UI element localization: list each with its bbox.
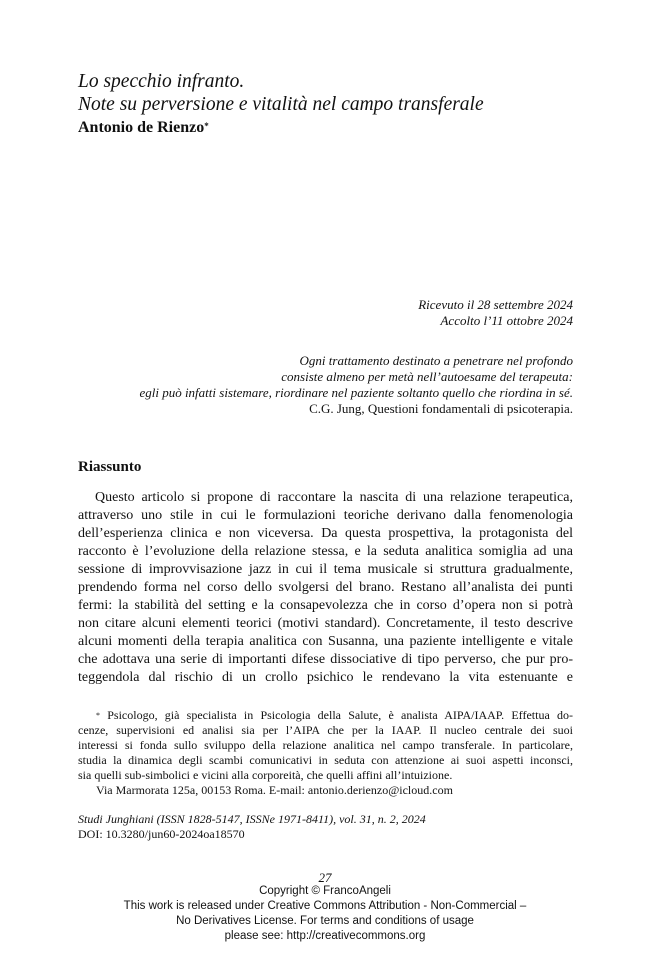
title-block <box>78 70 598 138</box>
abstract-line: alcuni momenti della terapia analitica con Susanna, una paziente intelligente e vitale <box>78 634 573 649</box>
received-date: Ricevuto il 28 settembre 2024 <box>418 297 573 312</box>
license-notice <box>0 884 650 944</box>
abstract-line: fermi: la stabilità del setting e la consapevolezza che in corso d’opera non si potrà <box>78 598 573 613</box>
abstract-line: Questo articolo si propone di raccontare la nascita di una relazione terapeutica, <box>95 490 573 505</box>
author-name-text: Antonio de Rienzo <box>78 119 205 136</box>
abstract-body <box>78 489 573 687</box>
epigraph-line: consiste almeno per metà nell’autoesame del terapeuta: <box>281 369 573 384</box>
license-line: No Derivatives License. For terms and conditions of usage <box>176 915 474 927</box>
epigraph <box>139 353 573 417</box>
abstract-line: non citare alcuni elementi teorici (motivi standard). Concretamente, il testo descrive <box>78 616 573 631</box>
footnote-line: sia quelli sub-simbolici e vicini alla corporeità, che quelli affini all’intuizione. <box>78 768 453 782</box>
author-name <box>78 118 598 138</box>
page-number: 27 <box>318 870 332 885</box>
journal-info <box>78 812 426 842</box>
footnote-line: cenze, supervisioni ed analisi sia per l’AIPA che per la IAAP. Il nucleo centrale dei suoi <box>78 723 573 737</box>
footnote-line: studia la dinamica degli scambi comunicativi in seduta con attenzione ai suoi aspetti inconsci, <box>78 753 573 767</box>
abstract-heading: Riassunto <box>78 459 142 475</box>
footnote-line <box>78 708 573 723</box>
abstract-line: racconto è l’evoluzione della relazione stessa, e la seduta analitica somiglia ad una <box>78 544 573 559</box>
license-link-line: please see: http://creativecommons.org <box>224 930 426 942</box>
license-line: This work is released under Creative Commons Attribution - Non-Commercial – <box>123 900 527 912</box>
abstract-line: dell’esperienza clinica e non viceversa. Da questa prospettiva, la protagonista del <box>78 526 573 541</box>
accepted-date: Accolto l’11 ottobre 2024 <box>440 313 573 328</box>
copyright-line: Copyright © FrancoAngeli <box>259 885 391 897</box>
footnote-text: Psicologo, già specialista in Psicologia della Salute, è analista AIPA/IAAP. Effettua do- <box>107 708 573 722</box>
epigraph-source: C.G. Jung, Questioni fondamentali di psicoterapia. <box>309 401 573 416</box>
author-footnote <box>78 708 573 798</box>
article-title-line-1: Lo specchio infranto. <box>78 71 245 92</box>
author-address: Via Marmorata 125a, 00153 Roma. E-mail: antonio.derienzo@icloud.com <box>96 783 453 797</box>
article-title-line-2: Note su perversione e vitalità nel campo transferale <box>78 94 484 115</box>
abstract-line: sessione di improvvisazione jazz in cui il tema musicale si struttura gradualmente, <box>78 562 573 577</box>
abstract-line: che adottava una serie di importanti difese dissociative di tipo perverso, che pur pro- <box>78 652 573 667</box>
doi: DOI: 10.3280/jun60-2024oa18570 <box>78 827 245 841</box>
epigraph-line: Ogni trattamento destinato a penetrare nel profondo <box>299 353 573 368</box>
submission-dates <box>418 297 573 329</box>
abstract-line: prendendo forma nel corso dello svolgersi del brano. Restano all’analista dei punti <box>78 580 573 595</box>
author-footnote-mark: * <box>204 121 209 131</box>
journal-citation: Studi Junghiani (ISSN 1828-5147, ISSNe 1971-8411), vol. 31, n. 2, 2024 <box>78 812 426 826</box>
footnote-mark: * <box>96 711 100 720</box>
footnote-line: interessi si fonda sullo sviluppo della relazione analitica nel campo transferale. In particolare, <box>78 738 573 752</box>
abstract-line: teggendola dal rischio di un crollo psichico le rendevano la vita estenuante e <box>78 670 573 685</box>
abstract-line: attraverso uno stile in cui le formulazioni teoriche derivano dalla fenomenologia <box>78 508 573 523</box>
epigraph-line: egli può infatti sistemare, riordinare nel paziente soltanto quello che riordina in sé. <box>139 385 573 400</box>
